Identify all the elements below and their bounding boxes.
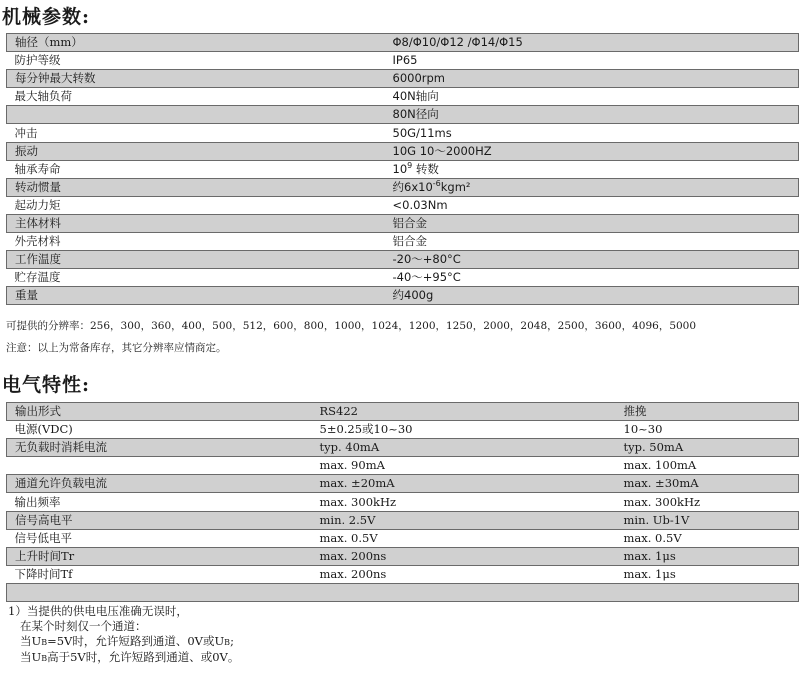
param-value-text: 6000rpm <box>392 71 445 86</box>
param-value-suffix: 转数 <box>412 161 439 176</box>
param-value <box>385 233 799 251</box>
param-value-text: <0.03Nm <box>392 197 448 212</box>
electrical-table <box>6 402 799 602</box>
param-value-text: 40N轴向 <box>392 89 439 104</box>
table-row <box>7 439 799 457</box>
param-label: 电源(VDC) <box>14 422 73 437</box>
param-value <box>385 251 799 269</box>
param-label: 最大轴负荷 <box>14 89 72 104</box>
table-row <box>7 269 799 287</box>
rs422-value: 5±0.25或10~30 <box>319 422 413 437</box>
rs422-value: max. 0.5V <box>319 530 378 545</box>
footnote <box>8 604 239 666</box>
table-row <box>7 251 799 269</box>
param-value <box>385 34 799 52</box>
param-label: 转动惯量 <box>7 178 385 196</box>
param-label <box>7 583 312 601</box>
param-label: 输出形式 <box>7 403 312 421</box>
rs422-value: max. 90mA <box>319 458 385 473</box>
table-row <box>7 511 799 529</box>
rs422-value: typ. 40mA <box>312 439 616 457</box>
table-row <box>7 196 799 214</box>
param-value <box>385 214 799 232</box>
table-row <box>7 233 799 251</box>
fn4-pre: 当U <box>20 650 42 664</box>
param-label: 振动 <box>7 142 385 160</box>
footnote-line-4 <box>8 650 239 666</box>
table-row <box>7 142 799 160</box>
footnote-line-3 <box>8 634 239 650</box>
table-row <box>7 287 799 305</box>
param-value <box>385 106 799 124</box>
fn4-post: 高于5V时，允许短路到通道、或0V。 <box>47 650 240 664</box>
param-label: 主体材料 <box>7 214 385 232</box>
table-row <box>7 160 799 178</box>
param-value-text: -40～+95°C <box>392 270 461 285</box>
param-value-text: 10G 10～2000HZ <box>392 143 492 158</box>
param-value-text: -20～+80°C <box>392 252 461 267</box>
footnote-line-2: 在某个时刻仅一个通道： <box>20 619 147 633</box>
rs422-value: min. 2.5V <box>312 511 616 529</box>
push-pull-value: max. 100mA <box>623 458 697 473</box>
fn4-sub: B <box>41 654 48 663</box>
param-value <box>385 196 799 214</box>
fn3-pre: 当U <box>20 634 42 648</box>
table-row <box>7 178 799 196</box>
param-value <box>385 287 799 305</box>
fn3-sub: B <box>41 638 48 647</box>
param-label: 无负载时消耗电流 <box>7 439 312 457</box>
param-value-text: 约6x10 <box>392 179 433 194</box>
param-value <box>385 160 799 178</box>
rs422-value: RS422 <box>312 403 616 421</box>
push-pull-value: max. 1μs <box>616 547 799 565</box>
table-row <box>7 565 799 583</box>
param-label: 信号高电平 <box>7 511 312 529</box>
param-label: 重量 <box>7 287 385 305</box>
table-row <box>7 88 799 106</box>
electrical-title: 电气特性: <box>2 374 91 396</box>
fn3-sub2: B <box>224 638 231 647</box>
param-label: 上升时间Tr <box>7 547 312 565</box>
table-row <box>7 214 799 232</box>
param-value-text: 铝合金 <box>392 234 427 249</box>
param-value-text: 10 <box>392 161 408 176</box>
param-value-suffix: kgm² <box>440 179 471 194</box>
param-label: 轴承寿命 <box>14 161 61 176</box>
table-row <box>7 52 799 70</box>
param-label: 轴径（mm） <box>7 34 385 52</box>
param-value <box>385 269 799 287</box>
rs422-value: max. 200ns <box>319 566 387 581</box>
param-label: 贮存温度 <box>14 270 61 285</box>
param-value-sup: -6 <box>432 178 441 188</box>
footnote-line-1: 1）当提供的供电电压准确无误时， <box>8 604 188 618</box>
param-value <box>385 142 799 160</box>
table-row <box>7 124 799 142</box>
table-row <box>7 106 799 124</box>
param-label <box>7 106 385 124</box>
rs422-value <box>312 583 616 601</box>
push-pull-value: typ. 50mA <box>616 439 799 457</box>
table-row <box>7 547 799 565</box>
param-value <box>385 88 799 106</box>
table-row <box>7 475 799 493</box>
fn3-end: ; <box>230 634 234 648</box>
param-label <box>7 457 312 475</box>
rs422-value: max. ±20mA <box>312 475 616 493</box>
param-label: 工作温度 <box>7 251 385 269</box>
param-label: 通道允许负载电流 <box>7 475 312 493</box>
param-label: 防护等级 <box>14 53 61 68</box>
param-value-text: IP65 <box>392 53 418 68</box>
push-pull-value: max. 0.5V <box>623 530 682 545</box>
param-value-text: 铝合金 <box>392 215 427 230</box>
param-value <box>385 52 799 70</box>
mechanical-table <box>6 33 799 305</box>
push-pull-value: max. 300kHz <box>623 494 701 509</box>
table-row <box>7 583 799 601</box>
mechanical-title: 机械参数: <box>2 6 91 28</box>
param-label: 输出频率 <box>14 494 61 509</box>
stock-note: 注意：以上为常备库存，其它分辨率应情商定。 <box>6 342 227 354</box>
param-value-text: 50G/11ms <box>392 125 452 140</box>
param-label: 外壳材料 <box>14 234 61 249</box>
push-pull-value: 推挽 <box>616 403 799 421</box>
param-value-text: 约400g <box>392 288 434 303</box>
table-row <box>7 34 799 52</box>
push-pull-value: max. ±30mA <box>616 475 799 493</box>
push-pull-value: 10~30 <box>623 422 663 437</box>
param-value <box>385 70 799 88</box>
param-label: 每分钟最大转数 <box>7 70 385 88</box>
rs422-value: max. 200ns <box>312 547 616 565</box>
push-pull-value <box>616 583 799 601</box>
fn3-post: =5V时，允许短路到通道、0V或U <box>47 634 225 648</box>
param-value <box>385 178 799 196</box>
table-row <box>7 493 799 511</box>
resolutions-note: 可提供的分辨率：256，300，360，400，500，512，600，800，1000，1024，1200，1250，2000，2048，2500，3600，4096，5000 <box>6 320 697 332</box>
param-value <box>385 124 799 142</box>
param-value-text: Φ8/Φ10/Φ12 /Φ14/Φ15 <box>392 35 523 50</box>
param-value-sup: 9 <box>407 160 413 170</box>
table-row <box>7 70 799 88</box>
table-row <box>7 421 799 439</box>
table-row <box>7 457 799 475</box>
param-label: 起动力矩 <box>14 197 61 212</box>
param-label: 信号低电平 <box>14 530 72 545</box>
table-row <box>7 403 799 421</box>
push-pull-value: min. Ub-1V <box>616 511 799 529</box>
param-label: 下降时间Tf <box>14 566 73 581</box>
rs422-value: max. 300kHz <box>319 494 397 509</box>
param-value-text: 80N径向 <box>392 107 439 122</box>
push-pull-value: max. 1μs <box>623 566 676 581</box>
param-label: 冲击 <box>14 125 38 140</box>
table-row <box>7 529 799 547</box>
